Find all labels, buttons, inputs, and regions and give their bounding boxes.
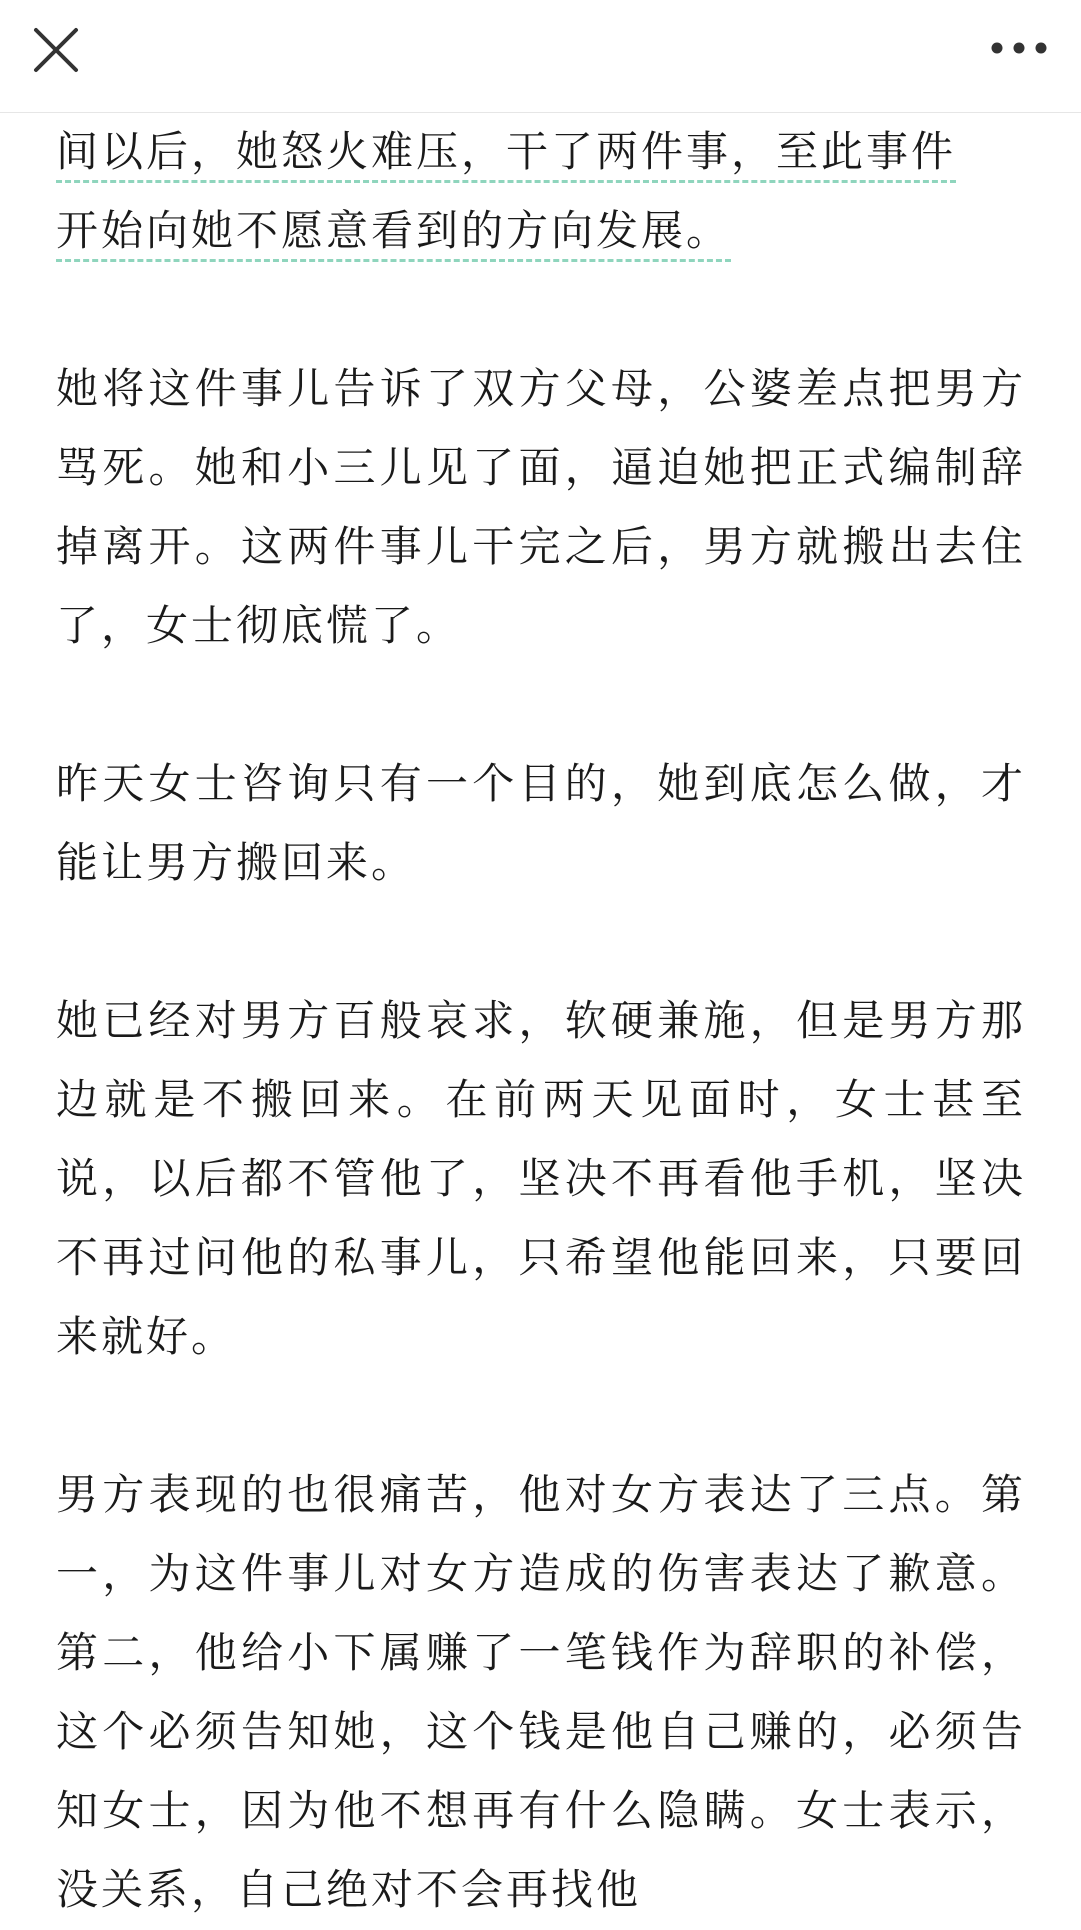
more-dots-icon bbox=[987, 28, 1051, 68]
paragraph-4: 男方表现的也很痛苦，他对女方表达了三点。第一，为这件事儿对女方造成的伤害表达了歉意。第二，他给小下属赚了一笔钱作为辞职的补偿，这个必须告知她，这个钱是他自己赚的，必须告知女士，因为他不想再有什么隐瞒。女士表示，没关系，自己绝对不会再找他 bbox=[56, 1470, 1026, 1914]
highlight-line-2: 开始向她不愿意看到的方向发展。 bbox=[56, 206, 732, 255]
top-bar bbox=[0, 0, 1081, 113]
highlighted-paragraph bbox=[56, 112, 1026, 270]
close-icon bbox=[30, 24, 82, 76]
highlight-line-1: 间以后，她怒火难压，干了两件事，至此事件 bbox=[56, 127, 957, 176]
paragraph-3: 她已经对男方百般哀求，软硬兼施，但是男方那边就是不搬回来。在前两天见面时，女士甚至说，以后都不管他了，坚决不再看他手机，坚决不再过问他的私事儿，只希望他能回来，只要回来就好。 bbox=[56, 996, 1026, 1361]
paragraph-1: 她将这件事儿告诉了双方父母，公婆差点把男方骂死。她和小三儿见了面，逼迫她把正式编制辞掉离开。这两件事儿干完之后，男方就搬出去住了，女士彻底慌了。 bbox=[56, 364, 1026, 650]
article-body bbox=[56, 112, 1026, 1930]
more-button[interactable] bbox=[987, 28, 1051, 68]
close-button[interactable] bbox=[30, 24, 82, 76]
paragraph-2: 昨天女士咨询只有一个目的，她到底怎么做，才能让男方搬回来。 bbox=[56, 759, 1026, 887]
